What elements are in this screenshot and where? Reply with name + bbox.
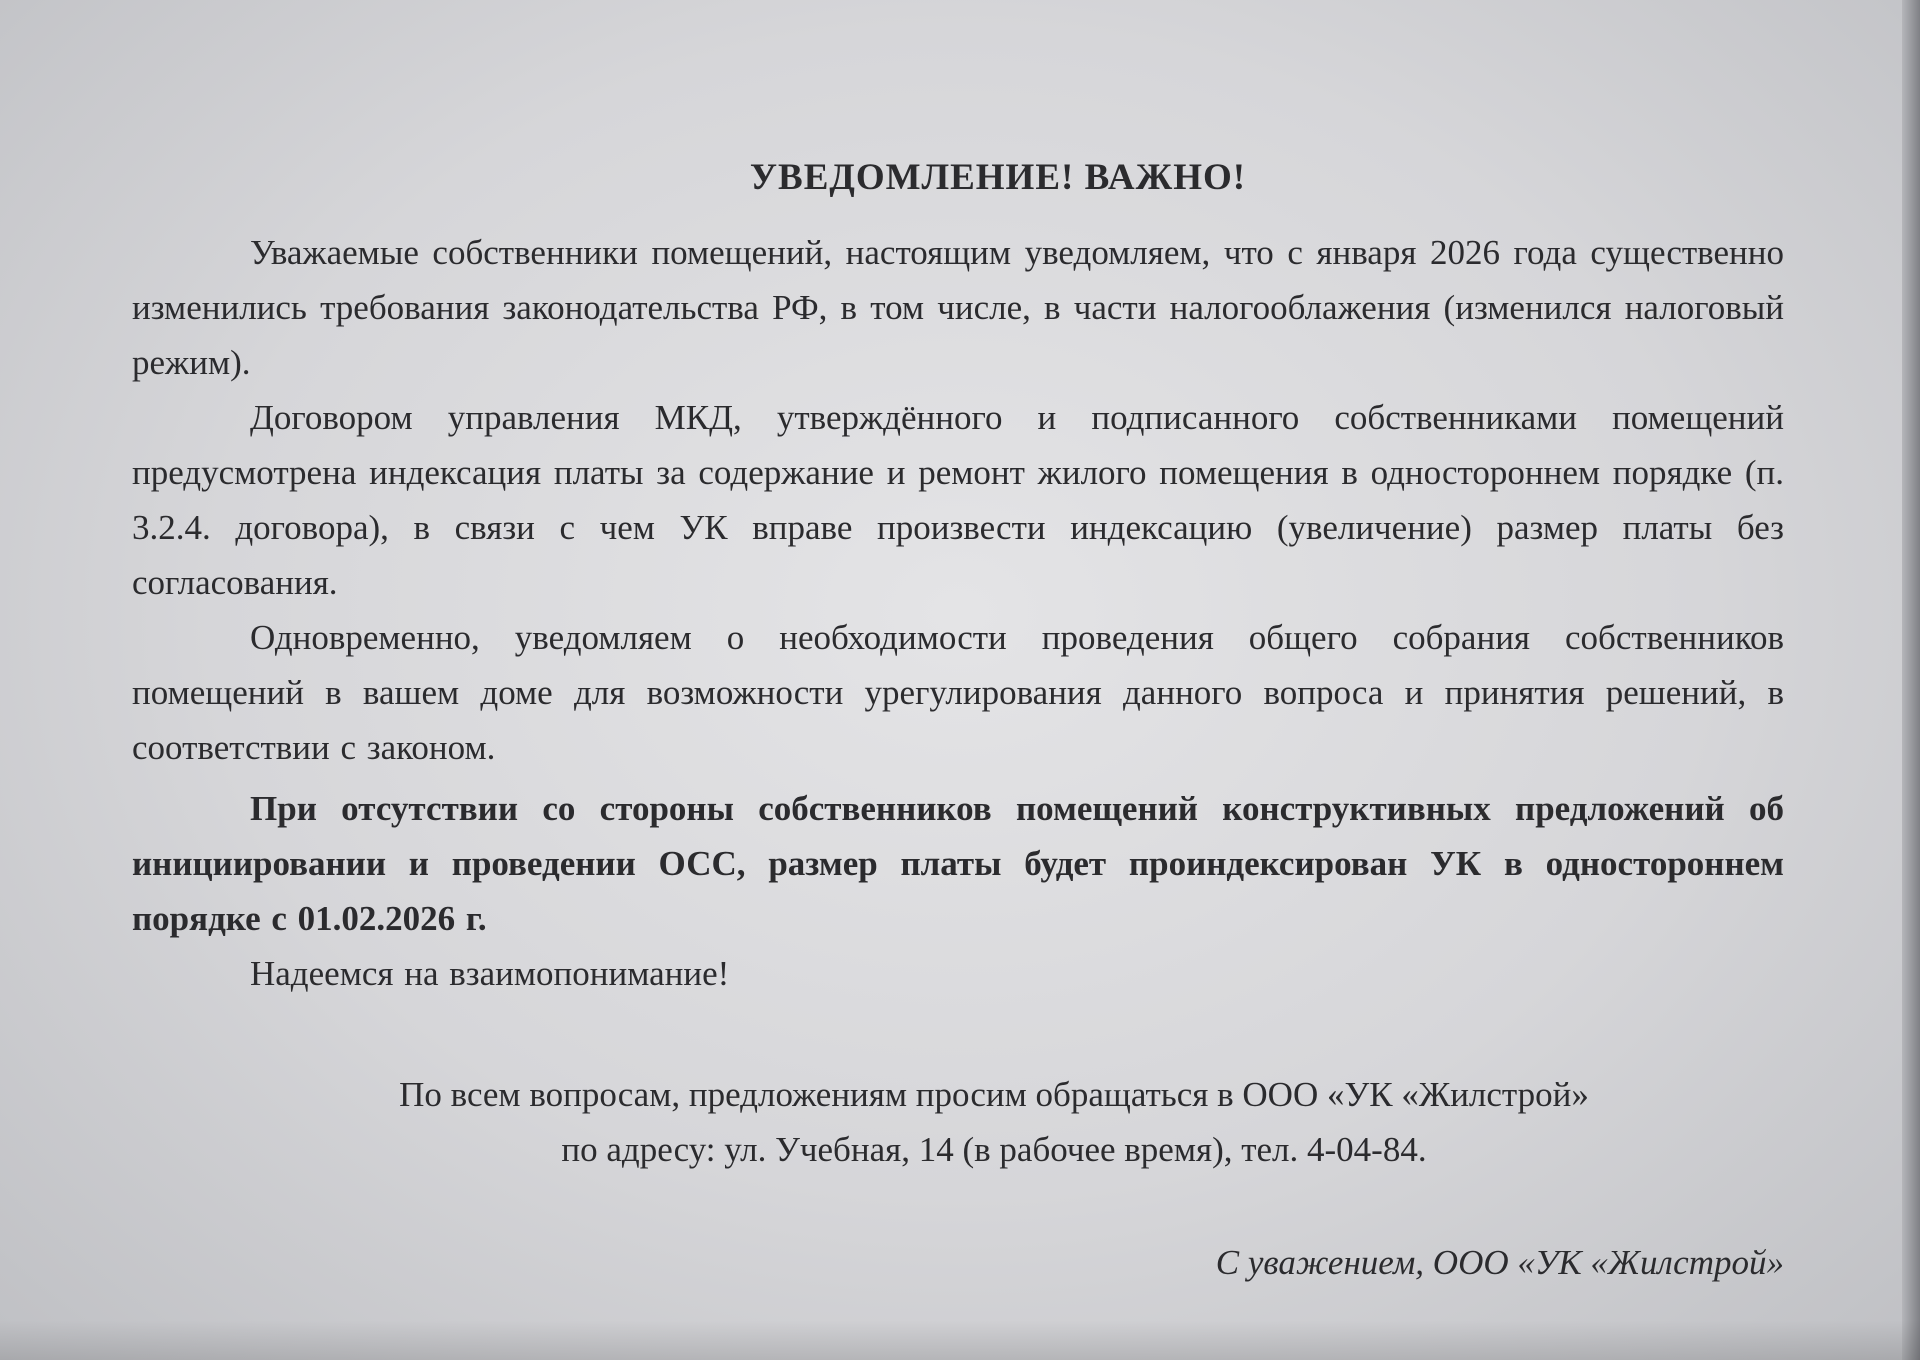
paragraph-contract-indexation: Договором управления МКД, утверждённого и подписанного собственниками помещений предусмотрена индексация платы за содержание и ремонт жилого помещения в одностороннем порядке (п. 3.2.4. договора), в связи с чем УК вправе произвести индексацию (увеличение) размер платы без согласования. xyxy=(132,398,1784,602)
contact-block xyxy=(132,1067,1784,1177)
notice-document xyxy=(132,150,1784,1290)
signature: С уважением, ООО «УК «Жилстрой» xyxy=(1215,1243,1784,1282)
contact-line-1: По всем вопросам, предложениям просим обращаться в ООО «УК «Жилстрой» xyxy=(399,1075,1589,1114)
paragraph-indexation-warning: При отсутствии со стороны собственников помещений конструктивных предложений об инициировании и проведении ОСС, размер платы будет проиндексирован УК в одностороннем порядке с 01.02.2026 г. xyxy=(132,789,1784,938)
bottom-shadow xyxy=(0,1320,1920,1360)
page-title: УВЕДОМЛЕНИЕ! ВАЖНО! xyxy=(749,157,1247,198)
paragraph-general-meeting: Одновременно, уведомляем о необходимости проведения общего собрания собственников помещений в вашем доме для возможности урегулирования данного вопроса и принятия решений, в соответствии с законом. xyxy=(132,618,1784,767)
paragraph-law-change: Уважаемые собственники помещений, настоящим уведомляем, что с января 2026 года существенно изменились требования законодательства РФ, в том числе, в части налогооблажения (изменился налоговый режим). xyxy=(132,233,1784,382)
contact-line-2: по адресу: ул. Учебная, 14 (в рабочее время), тел. 4-04-84. xyxy=(561,1130,1427,1169)
paper-edge-shadow xyxy=(1902,0,1920,1360)
closing-line: Надеемся на взаимопонимание! xyxy=(250,954,730,993)
